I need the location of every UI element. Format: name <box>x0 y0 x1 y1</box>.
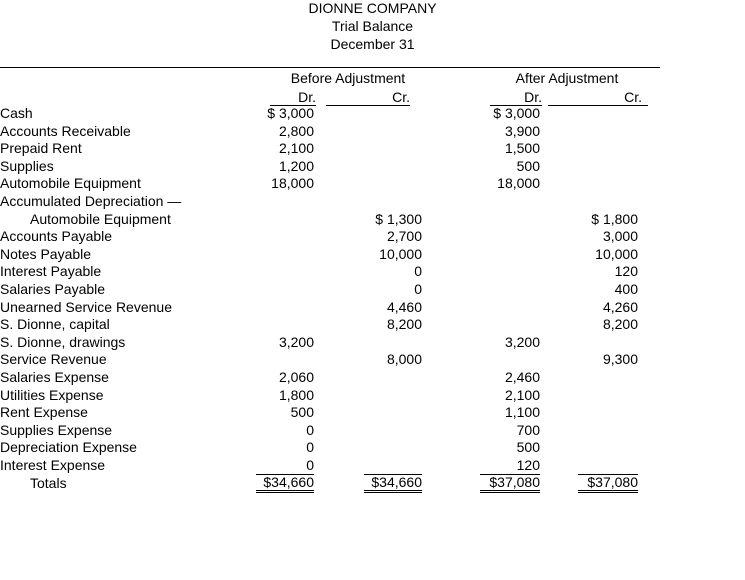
amount-before-cr: 10,000 <box>379 245 422 262</box>
amount-after-dr <box>480 211 540 228</box>
amount-after-cr <box>578 439 638 456</box>
amount-after-cr <box>578 404 638 421</box>
table-row <box>0 281 745 298</box>
totals-row <box>0 475 745 492</box>
amount-before-dr <box>256 299 314 316</box>
table-row <box>0 105 745 122</box>
amount-after-dr: 2,100 <box>504 386 540 403</box>
amount-after-cr <box>578 175 638 192</box>
table-row <box>0 422 745 439</box>
amount-after-dr: 500 <box>516 439 540 456</box>
amount-after-dr <box>480 299 540 316</box>
amount-before-cr <box>364 439 422 456</box>
amount-before-cr <box>364 422 422 439</box>
amount-before-dr: 0 <box>306 421 314 438</box>
amount-before-cr <box>364 105 422 122</box>
amount-after-cr: 10,000 <box>595 245 638 262</box>
amount-before-cr: $ 1,300 <box>375 210 422 227</box>
group-after-adjustment: After Adjustment <box>515 70 619 86</box>
col-before-cr: Cr. <box>326 89 410 106</box>
account-name: Interest Expense <box>0 457 106 473</box>
header-rule <box>0 67 660 68</box>
amount-after-dr: 2,460 <box>504 369 540 385</box>
amount-before-cr <box>364 404 422 421</box>
amount-before-cr: 8,200 <box>386 316 422 333</box>
amount-before-dr: 500 <box>290 404 314 421</box>
totals-label: Totals <box>30 474 67 491</box>
amount-after-cr <box>578 140 638 157</box>
amount-after-cr <box>578 193 638 210</box>
amount-before-dr: $34,660 <box>256 475 314 493</box>
amount-before-dr: 1,800 <box>278 386 314 403</box>
amount-after-cr: 8,200 <box>602 316 638 333</box>
amount-after-cr <box>578 457 638 475</box>
amount-before-dr <box>256 246 314 263</box>
amount-before-cr <box>364 457 422 475</box>
amount-before-dr: 1,200 <box>278 157 314 174</box>
account-name: Rent Expense <box>0 404 88 421</box>
table-row <box>0 140 745 157</box>
amount-before-cr <box>364 193 422 210</box>
col-before-dr: Dr. <box>270 89 316 106</box>
amount-after-cr: 4,260 <box>602 298 638 315</box>
account-name: Accumulated Depreciation — <box>0 193 182 209</box>
amount-before-cr <box>364 369 422 386</box>
amount-before-dr: 2,800 <box>278 122 314 139</box>
account-name: Unearned Service Revenue <box>0 298 172 315</box>
statement-date: December 31 <box>330 36 415 52</box>
amount-after-dr: $ 3,000 <box>493 105 540 121</box>
amount-before-cr: $34,660 <box>364 475 422 493</box>
account-name: Accounts Receivable <box>0 122 131 139</box>
amount-after-dr: 500 <box>516 157 540 174</box>
amount-after-cr: $37,080 <box>578 475 638 493</box>
amount-before-cr <box>364 140 422 157</box>
account-name: Prepaid Rent <box>0 140 82 157</box>
table-row <box>0 334 745 351</box>
amount-after-dr <box>480 246 540 263</box>
account-name: Automobile Equipment <box>30 210 171 227</box>
amount-before-dr: 18,000 <box>271 175 314 192</box>
table-row <box>0 158 745 175</box>
amount-before-cr: 4,460 <box>386 298 422 315</box>
amount-before-cr: 0 <box>414 263 422 280</box>
amount-after-dr: 1,500 <box>504 140 540 157</box>
amount-before-dr: 0 <box>306 439 314 456</box>
table-row <box>0 387 745 404</box>
account-name: S. Dionne, capital <box>0 316 110 333</box>
account-name: Notes Payable <box>0 245 92 262</box>
amount-before-cr <box>364 175 422 192</box>
amount-after-dr <box>480 228 540 245</box>
account-name: Service Revenue <box>0 351 107 368</box>
account-name: Interest Payable <box>0 263 102 280</box>
amount-after-dr <box>480 281 540 298</box>
amount-before-dr: 2,100 <box>278 140 314 157</box>
account-name: Supplies Expense <box>0 421 113 438</box>
amount-after-dr <box>480 316 540 333</box>
table-row <box>0 193 745 210</box>
amount-before-dr <box>256 281 314 298</box>
company-name: DIONNE COMPANY <box>308 0 437 16</box>
amount-before-cr <box>364 158 422 175</box>
amount-after-cr: 9,300 <box>602 351 638 368</box>
table-row <box>0 228 745 245</box>
table-row <box>0 211 745 228</box>
amount-after-cr <box>578 369 638 386</box>
account-name: Cash <box>0 105 33 121</box>
account-name: Depreciation Expense <box>0 439 137 456</box>
amount-after-cr: 3,000 <box>602 228 638 245</box>
table-row <box>0 123 745 140</box>
amount-before-dr: $ 3,000 <box>267 105 314 121</box>
amount-before-dr <box>256 351 314 368</box>
amount-after-dr: $37,080 <box>480 475 540 493</box>
col-after-dr: Dr. <box>490 89 542 106</box>
table-row <box>0 369 745 386</box>
amount-before-cr: 0 <box>414 281 422 297</box>
amount-before-cr: 8,000 <box>386 351 422 368</box>
table-row <box>0 263 745 280</box>
amount-before-dr <box>256 316 314 333</box>
amount-after-dr: 3,200 <box>504 333 540 350</box>
amount-after-dr: 3,900 <box>504 122 540 139</box>
amount-before-dr <box>256 193 314 210</box>
table-row <box>0 316 745 333</box>
amount-after-dr <box>480 351 540 368</box>
table-row <box>0 457 745 474</box>
amount-before-dr: 3,200 <box>278 333 314 350</box>
table-row <box>0 246 745 263</box>
amount-before-dr: 2,060 <box>278 369 314 385</box>
amount-before-dr <box>256 228 314 245</box>
amount-after-cr: $ 1,800 <box>591 210 638 227</box>
amount-before-cr <box>364 334 422 351</box>
amount-after-dr: 1,100 <box>504 404 540 421</box>
account-name: Salaries Payable <box>0 281 106 297</box>
col-after-cr: Cr. <box>548 89 648 106</box>
table-row <box>0 351 745 368</box>
account-name: Salaries Expense <box>0 369 109 385</box>
amount-before-dr <box>256 211 314 228</box>
amount-after-dr <box>480 193 540 210</box>
amount-after-cr: 120 <box>614 263 638 280</box>
amount-after-cr <box>578 123 638 140</box>
account-name: Supplies <box>0 157 54 174</box>
statement-title: Trial Balance <box>331 18 414 34</box>
amount-before-cr <box>364 123 422 140</box>
table-row <box>0 404 745 421</box>
account-name: S. Dionne, drawings <box>0 333 126 350</box>
amount-before-cr: 2,700 <box>386 228 422 245</box>
table-row <box>0 175 745 192</box>
amount-after-cr <box>578 105 638 122</box>
amount-after-cr <box>578 387 638 404</box>
account-name: Utilities Expense <box>0 386 104 403</box>
account-name: Accounts Payable <box>0 228 113 245</box>
amount-after-dr: 120 <box>480 457 540 475</box>
amount-before-dr <box>256 263 314 280</box>
amount-before-dr: 0 <box>256 457 314 475</box>
table-row <box>0 299 745 316</box>
amount-before-cr <box>364 387 422 404</box>
amount-after-dr: 18,000 <box>497 175 540 192</box>
group-before-adjustment: Before Adjustment <box>290 70 406 86</box>
amount-after-dr <box>480 263 540 280</box>
amount-after-cr <box>578 422 638 439</box>
account-name: Automobile Equipment <box>0 175 141 192</box>
amount-after-dr: 700 <box>516 421 540 438</box>
amount-after-cr <box>578 158 638 175</box>
table-row <box>0 439 745 456</box>
amount-after-cr: 400 <box>614 281 638 297</box>
amount-after-cr <box>578 334 638 351</box>
